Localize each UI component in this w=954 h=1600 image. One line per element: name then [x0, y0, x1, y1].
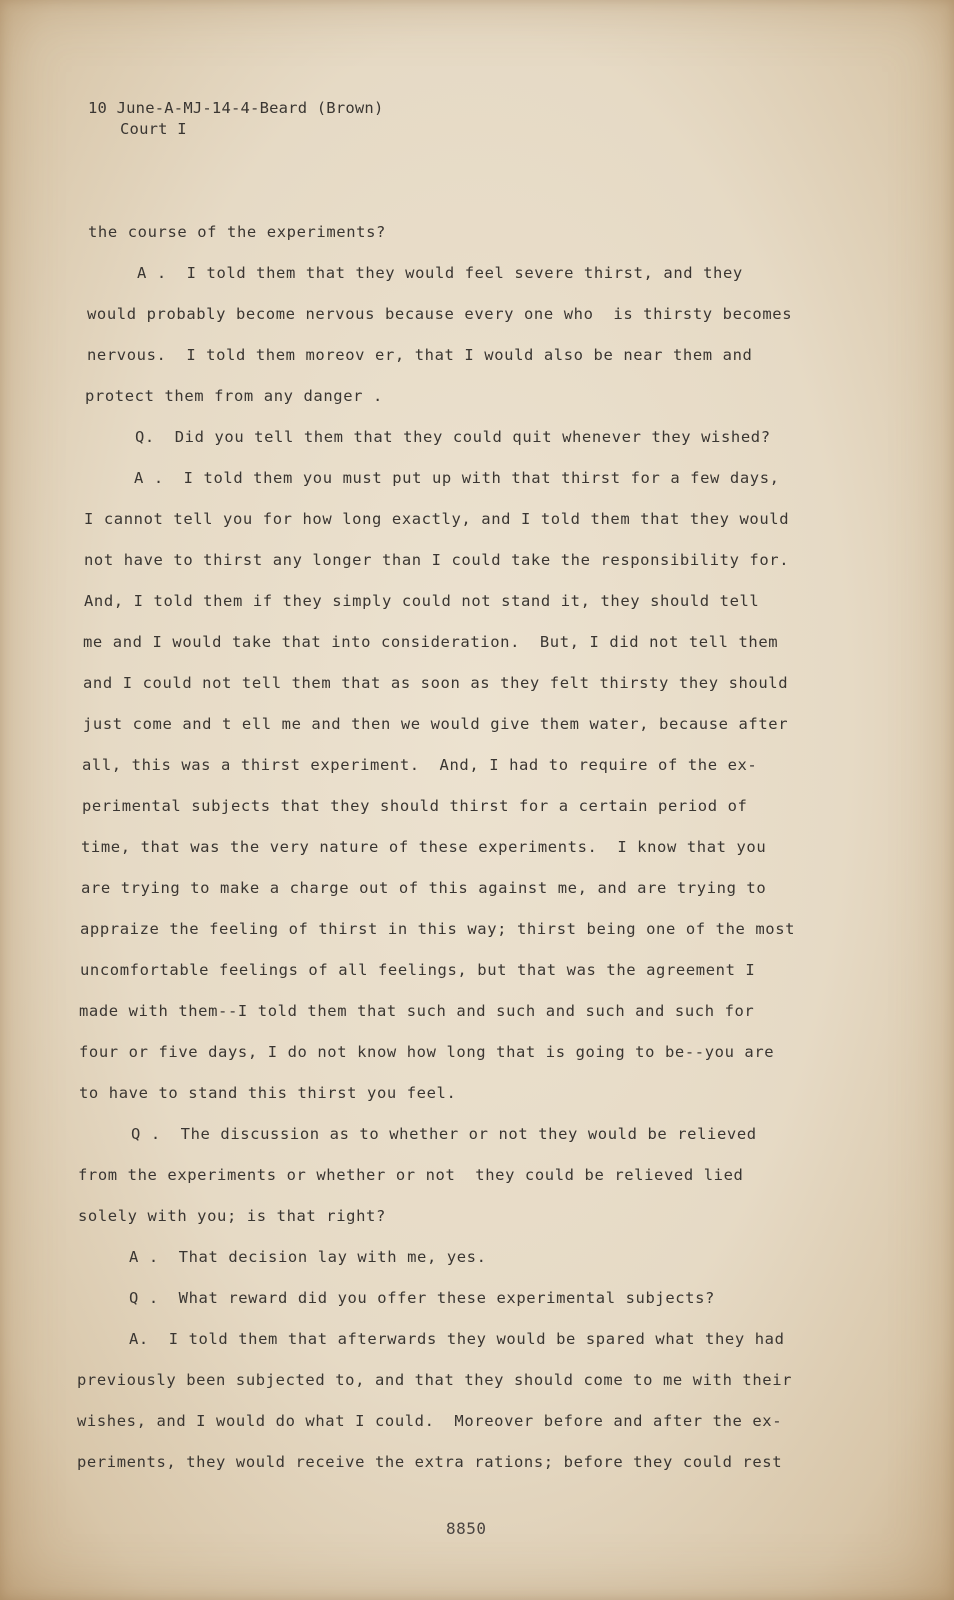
text-line: periments, they would receive the extra rations; before they could rest: [77, 1453, 783, 1471]
text-line: solely with you; is that right?: [78, 1207, 386, 1225]
text-line: Q . What reward did you offer these experimental subjects?: [129, 1289, 715, 1307]
text-line: made with them--I told them that such and such and such and such for: [79, 1002, 755, 1020]
text-line: I cannot tell you for how long exactly, and I told them that they would: [84, 510, 790, 528]
text-line: Q . The discussion as to whether or not they would be relieved: [131, 1125, 757, 1143]
page-number: 8850: [446, 1519, 487, 1538]
text-line: time, that was the very nature of these experiments. I know that you: [81, 838, 767, 856]
text-line: A . That decision lay with me, yes.: [129, 1248, 487, 1266]
text-line: Q. Did you tell them that they could quit whenever they wished?: [135, 428, 771, 446]
text-line: And, I told them if they simply could not stand it, they should tell: [84, 592, 760, 610]
text-line: the course of the experiments?: [88, 223, 386, 241]
text-line: previously been subjected to, and that they should come to me with their: [77, 1371, 793, 1389]
text-line: to have to stand this thirst you feel.: [79, 1084, 457, 1102]
text-line: and I could not tell them that as soon as they felt thirsty they should: [83, 674, 789, 692]
text-line: not have to thirst any longer than I could take the responsibility for.: [84, 551, 790, 569]
text-line: A . I told them you must put up with that thirst for a few days,: [134, 469, 780, 487]
text-line: are trying to make a charge out of this against me, and are trying to: [81, 879, 767, 897]
header-case-reference: 10 June-A-MJ-14-4-Beard (Brown): [88, 99, 384, 117]
header-court: Court I: [120, 120, 187, 138]
text-line: me and I would take that into consideration. But, I did not tell them: [83, 633, 779, 651]
text-line: from the experiments or whether or not they could be relieved lied: [78, 1166, 744, 1184]
text-line: nervous. I told them moreov er, that I would also be near them and: [87, 346, 753, 364]
document-header: [88, 98, 384, 140]
text-line: wishes, and I would do what I could. Moreover before and after the ex-: [77, 1412, 783, 1430]
text-line: A . I told them that they would feel severe thirst, and they: [137, 264, 743, 282]
text-line: uncomfortable feelings of all feelings, but that was the agreement I: [80, 961, 756, 979]
text-line: all, this was a thirst experiment. And, I had to require of the ex-: [82, 756, 758, 774]
text-line: four or five days, I do not know how long that is going to be--you are: [79, 1043, 775, 1061]
text-line: A. I told them that afterwards they would be spared what they had: [129, 1330, 785, 1348]
text-line: perimental subjects that they should thirst for a certain period of: [82, 797, 748, 815]
text-line: appraize the feeling of thirst in this way; thirst being one of the most: [80, 920, 796, 938]
text-line: protect them from any danger .: [85, 387, 383, 405]
text-line: just come and t ell me and then we would give them water, because after: [83, 715, 789, 733]
text-line: would probably become nervous because every one who is thirsty becomes: [87, 305, 793, 323]
